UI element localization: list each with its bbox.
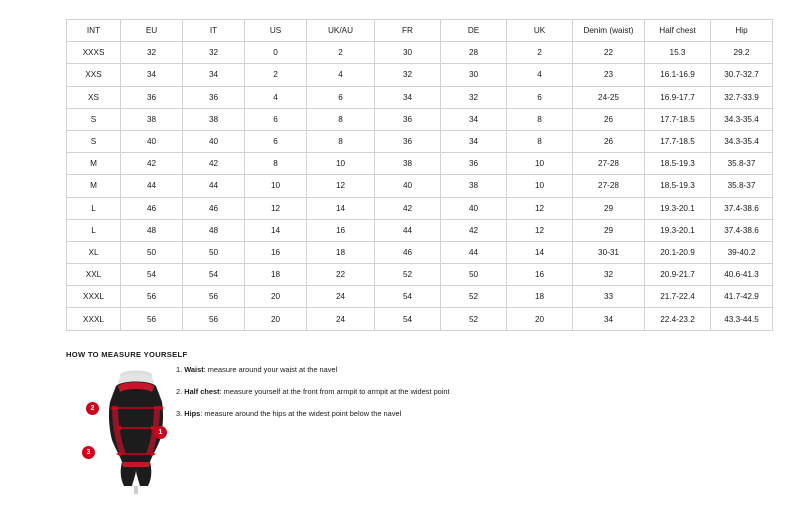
table-row bbox=[67, 153, 773, 175]
cell: 40 bbox=[183, 130, 245, 152]
cell: 38 bbox=[375, 153, 441, 175]
cell: 44 bbox=[441, 241, 507, 263]
column-header: EU bbox=[121, 20, 183, 42]
cell: 24 bbox=[307, 308, 375, 330]
note-term: Hips bbox=[184, 408, 201, 418]
size-table-container bbox=[66, 19, 759, 331]
cell: 48 bbox=[121, 219, 183, 241]
cell: M bbox=[67, 175, 121, 197]
cell: 38 bbox=[121, 108, 183, 130]
cell: 6 bbox=[245, 130, 307, 152]
cell: 19.3-20.1 bbox=[645, 219, 711, 241]
cell: 36 bbox=[121, 86, 183, 108]
column-header: UK bbox=[507, 20, 573, 42]
cell: 32 bbox=[183, 42, 245, 64]
cell: 8 bbox=[507, 130, 573, 152]
table-row bbox=[67, 64, 773, 86]
size-conversion-table bbox=[66, 19, 773, 331]
cell: 10 bbox=[245, 175, 307, 197]
cell: 40 bbox=[121, 130, 183, 152]
cell: 54 bbox=[121, 264, 183, 286]
cell: XXL bbox=[67, 264, 121, 286]
column-header: FR bbox=[375, 20, 441, 42]
cell: XXS bbox=[67, 64, 121, 86]
table-row bbox=[67, 308, 773, 330]
cell: 34 bbox=[375, 86, 441, 108]
cell: 16 bbox=[245, 241, 307, 263]
table-row bbox=[67, 175, 773, 197]
cell: 56 bbox=[183, 286, 245, 308]
cell: 24-25 bbox=[573, 86, 645, 108]
cell: 22 bbox=[573, 42, 645, 64]
note-half-chest bbox=[176, 388, 576, 397]
cell: L bbox=[67, 219, 121, 241]
cell: 36 bbox=[183, 86, 245, 108]
table-row bbox=[67, 108, 773, 130]
cell: 34 bbox=[573, 308, 645, 330]
cell: 26 bbox=[573, 130, 645, 152]
cell: 44 bbox=[183, 175, 245, 197]
cell: 32.7-33.9 bbox=[711, 86, 773, 108]
cell: 4 bbox=[245, 86, 307, 108]
column-header: Denim (waist) bbox=[573, 20, 645, 42]
cell: 50 bbox=[183, 241, 245, 263]
cell: 18 bbox=[245, 264, 307, 286]
cell: M bbox=[67, 153, 121, 175]
cell: 8 bbox=[307, 130, 375, 152]
cell: 22 bbox=[307, 264, 375, 286]
cell: 48 bbox=[183, 219, 245, 241]
cell: XXXL bbox=[67, 286, 121, 308]
cell: 36 bbox=[375, 130, 441, 152]
cell: 38 bbox=[183, 108, 245, 130]
cell: 16.1-16.9 bbox=[645, 64, 711, 86]
cell: 40.6-41.3 bbox=[711, 264, 773, 286]
note-waist bbox=[176, 366, 576, 375]
note-number: 1. bbox=[176, 365, 183, 374]
cell: 15.3 bbox=[645, 42, 711, 64]
cell: 12 bbox=[307, 175, 375, 197]
note-text: : measure around the hips at the widest point below the navel bbox=[200, 408, 402, 418]
cell: 18.5-19.3 bbox=[645, 153, 711, 175]
cell: 40 bbox=[375, 175, 441, 197]
cell: 32 bbox=[375, 64, 441, 86]
cell: 4 bbox=[507, 64, 573, 86]
note-term: Half chest bbox=[184, 386, 220, 396]
table-row bbox=[67, 86, 773, 108]
cell: 56 bbox=[183, 308, 245, 330]
cell: 16 bbox=[507, 264, 573, 286]
cell: 12 bbox=[507, 197, 573, 219]
cell: 32 bbox=[121, 42, 183, 64]
cell: 34 bbox=[441, 108, 507, 130]
cell: 21.7-22.4 bbox=[645, 286, 711, 308]
cell: 44 bbox=[375, 219, 441, 241]
cell: 27-28 bbox=[573, 153, 645, 175]
cell: 43.3-44.5 bbox=[711, 308, 773, 330]
note-hips bbox=[176, 410, 576, 419]
cell: 8 bbox=[245, 153, 307, 175]
cell: 50 bbox=[121, 241, 183, 263]
note-number: 3. bbox=[176, 408, 183, 418]
cell: 30 bbox=[375, 42, 441, 64]
note-number: 2. bbox=[176, 386, 183, 396]
cell: 34.3-35.4 bbox=[711, 108, 773, 130]
cell: 16.9-17.7 bbox=[645, 86, 711, 108]
table-row bbox=[67, 241, 773, 263]
cell: 26 bbox=[573, 108, 645, 130]
cell: 46 bbox=[375, 241, 441, 263]
cell: XXXS bbox=[67, 42, 121, 64]
cell: 14 bbox=[307, 197, 375, 219]
column-header: US bbox=[245, 20, 307, 42]
cell: 29 bbox=[573, 219, 645, 241]
cell: 29 bbox=[573, 197, 645, 219]
note-text: : measure yourself at the front from armpit to armpit at the widest point bbox=[219, 386, 450, 396]
cell: 10 bbox=[507, 153, 573, 175]
cell: 10 bbox=[307, 153, 375, 175]
cell: 30.7-32.7 bbox=[711, 64, 773, 86]
marker-half-chest: 2 bbox=[86, 402, 99, 415]
table-row bbox=[67, 219, 773, 241]
cell: 18 bbox=[307, 241, 375, 263]
cell: 27-28 bbox=[573, 175, 645, 197]
cell: 37.4-38.6 bbox=[711, 197, 773, 219]
cell: 20.9-21.7 bbox=[645, 264, 711, 286]
cell: S bbox=[67, 108, 121, 130]
table-row bbox=[67, 197, 773, 219]
cell: XL bbox=[67, 241, 121, 263]
cell: XXXL bbox=[67, 308, 121, 330]
cell: 35.8-37 bbox=[711, 175, 773, 197]
cell: 44 bbox=[121, 175, 183, 197]
cell: 2 bbox=[507, 42, 573, 64]
cell: 34.3-35.4 bbox=[711, 130, 773, 152]
cell: 40 bbox=[441, 197, 507, 219]
cell: 30 bbox=[441, 64, 507, 86]
table-row bbox=[67, 130, 773, 152]
cell: 14 bbox=[507, 241, 573, 263]
cell: 16 bbox=[307, 219, 375, 241]
cell: 24 bbox=[307, 286, 375, 308]
cell: 42 bbox=[121, 153, 183, 175]
cell: 22.4-23.2 bbox=[645, 308, 711, 330]
cell: 54 bbox=[375, 286, 441, 308]
cell: 20 bbox=[245, 308, 307, 330]
cell: 6 bbox=[245, 108, 307, 130]
mannequin-illustration bbox=[78, 366, 188, 496]
cell: 46 bbox=[121, 197, 183, 219]
cell: 54 bbox=[183, 264, 245, 286]
column-header: Hip bbox=[711, 20, 773, 42]
table-row bbox=[67, 286, 773, 308]
cell: 46 bbox=[183, 197, 245, 219]
cell: 41.7-42.9 bbox=[711, 286, 773, 308]
cell: 14 bbox=[245, 219, 307, 241]
cell: 28 bbox=[441, 42, 507, 64]
cell: 42 bbox=[183, 153, 245, 175]
cell: 56 bbox=[121, 286, 183, 308]
cell: 36 bbox=[375, 108, 441, 130]
cell: 39-40.2 bbox=[711, 241, 773, 263]
column-header: DE bbox=[441, 20, 507, 42]
cell: 17.7-18.5 bbox=[645, 130, 711, 152]
column-header: UK/AU bbox=[307, 20, 375, 42]
cell: 19.3-20.1 bbox=[645, 197, 711, 219]
cell: 34 bbox=[121, 64, 183, 86]
note-term: Waist bbox=[184, 365, 204, 374]
cell: 36 bbox=[441, 153, 507, 175]
cell: 34 bbox=[441, 130, 507, 152]
cell: S bbox=[67, 130, 121, 152]
column-header: INT bbox=[67, 20, 121, 42]
cell: 30-31 bbox=[573, 241, 645, 263]
cell: 32 bbox=[441, 86, 507, 108]
cell: 29.2 bbox=[711, 42, 773, 64]
marker-hips: 3 bbox=[82, 446, 95, 459]
cell: 8 bbox=[507, 108, 573, 130]
cell: L bbox=[67, 197, 121, 219]
cell: 54 bbox=[375, 308, 441, 330]
marker-waist: 1 bbox=[154, 426, 167, 439]
table-row bbox=[67, 264, 773, 286]
column-header: Half chest bbox=[645, 20, 711, 42]
note-text: : measure around your waist at the navel bbox=[203, 365, 338, 374]
cell: 10 bbox=[507, 175, 573, 197]
cell: 52 bbox=[441, 286, 507, 308]
cell: 52 bbox=[375, 264, 441, 286]
cell: 2 bbox=[245, 64, 307, 86]
cell: 37.4-38.6 bbox=[711, 219, 773, 241]
cell: 12 bbox=[245, 197, 307, 219]
cell: 20 bbox=[507, 308, 573, 330]
cell: 18 bbox=[507, 286, 573, 308]
cell: 56 bbox=[121, 308, 183, 330]
cell: 42 bbox=[375, 197, 441, 219]
measurement-notes bbox=[176, 366, 576, 432]
cell: 35.8-37 bbox=[711, 153, 773, 175]
cell: 20 bbox=[245, 286, 307, 308]
cell: 32 bbox=[573, 264, 645, 286]
cell: 0 bbox=[245, 42, 307, 64]
cell: 4 bbox=[307, 64, 375, 86]
cell: 2 bbox=[307, 42, 375, 64]
cell: 52 bbox=[441, 308, 507, 330]
how-to-measure-title: HOW TO MEASURE YOURSELF bbox=[66, 350, 188, 359]
measurement-figure bbox=[78, 366, 188, 496]
column-header: IT bbox=[183, 20, 245, 42]
cell: 17.7-18.5 bbox=[645, 108, 711, 130]
cell: XS bbox=[67, 86, 121, 108]
cell: 8 bbox=[307, 108, 375, 130]
cell: 20.1-20.9 bbox=[645, 241, 711, 263]
cell: 23 bbox=[573, 64, 645, 86]
cell: 42 bbox=[441, 219, 507, 241]
cell: 38 bbox=[441, 175, 507, 197]
cell: 6 bbox=[507, 86, 573, 108]
table-row bbox=[67, 42, 773, 64]
table-header-row bbox=[67, 20, 773, 42]
cell: 18.5-19.3 bbox=[645, 175, 711, 197]
cell: 6 bbox=[307, 86, 375, 108]
cell: 12 bbox=[507, 219, 573, 241]
cell: 50 bbox=[441, 264, 507, 286]
cell: 34 bbox=[183, 64, 245, 86]
cell: 33 bbox=[573, 286, 645, 308]
